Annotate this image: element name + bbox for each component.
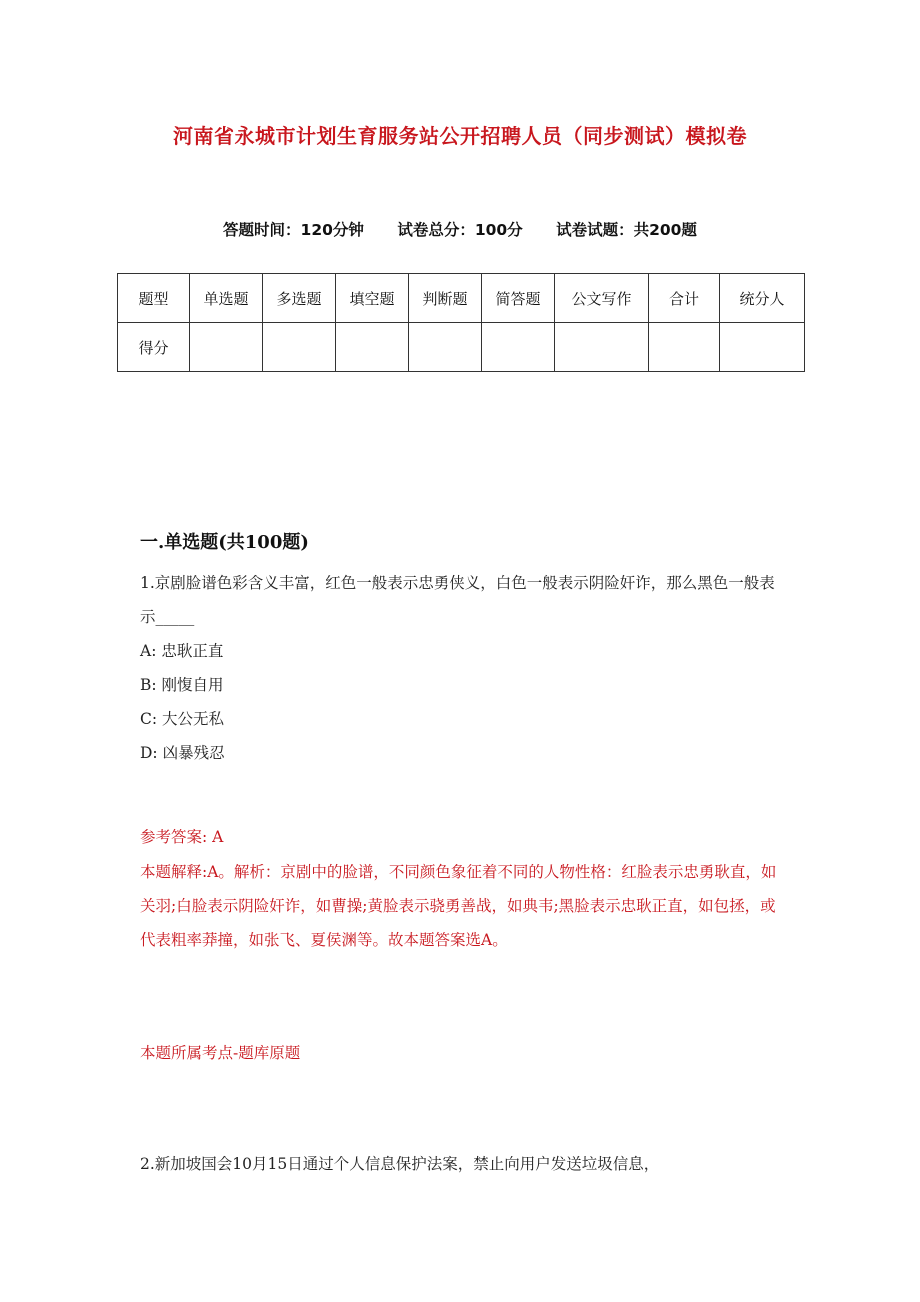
question-1-option-c: C: 大公无私 [140,710,225,728]
score-row-label: 得分 [118,323,190,372]
score-table-header-cell: 统分人 [720,274,805,323]
exam-total-score: 试卷总分：100分 [397,221,523,239]
exam-meta [0,218,920,240]
question-1-knowledge-point: 本题所属考点-题库原题 [140,1044,301,1062]
score-cell [190,323,263,372]
question-2-text: 2.新加坡国会10月15日通过个人信息保护法案，禁止向用户发送垃圾信息， [140,1155,660,1173]
score-cell [649,323,720,372]
score-cell [263,323,336,372]
question-1-option-a: A: 忠耿正直 [140,642,224,660]
question-1-answer: 参考答案: A [140,828,224,846]
score-table [117,273,805,372]
score-cell [555,323,649,372]
score-table-header-cell: 填空题 [336,274,409,323]
score-table-score-row [118,323,805,372]
question-1-text: 1.京剧脸谱色彩含义丰富，红色一般表示忠勇侠义，白色一般表示阴险奸诈，那么黑色一般表示_____ [140,574,775,626]
score-table-header-cell: 合计 [649,274,720,323]
score-cell [409,323,482,372]
score-table-header-cell: 单选题 [190,274,263,323]
score-cell [336,323,409,372]
exam-time: 答题时间：120分钟 [223,221,364,239]
document-title: 河南省永城市计划生育服务站公开招聘人员（同步测试）模拟卷 [173,124,747,148]
score-table-header-row [118,274,805,323]
question-1-option-d: D: 凶暴残忍 [140,744,225,762]
score-table-header-cell: 题型 [118,274,190,323]
question-1 [140,566,790,770]
question-1-explanation: 本题解释:A。解析：京剧中的脸谱，不同颜色象征着不同的人物性格：红脸表示忠勇耿直，如关羽;白脸表示阴险奸诈，如曹操;黄脸表示骁勇善战，如典韦;黑脸表示忠耿正直，如包拯，或代表粗率莽撞，如张飞、夏侯渊等。故本题答案选A。 [140,863,777,949]
score-table-header-cell: 多选题 [263,274,336,323]
score-table-header-cell: 公文写作 [555,274,649,323]
score-table-header-cell: 判断题 [409,274,482,323]
section-heading: 一.单选题(共100题) [140,532,309,553]
score-table-header-cell: 简答题 [482,274,555,323]
exam-question-count: 试卷试题：共200题 [556,221,697,239]
question-1-option-b: B: 刚愎自用 [140,676,224,694]
score-cell [720,323,805,372]
score-cell [482,323,555,372]
